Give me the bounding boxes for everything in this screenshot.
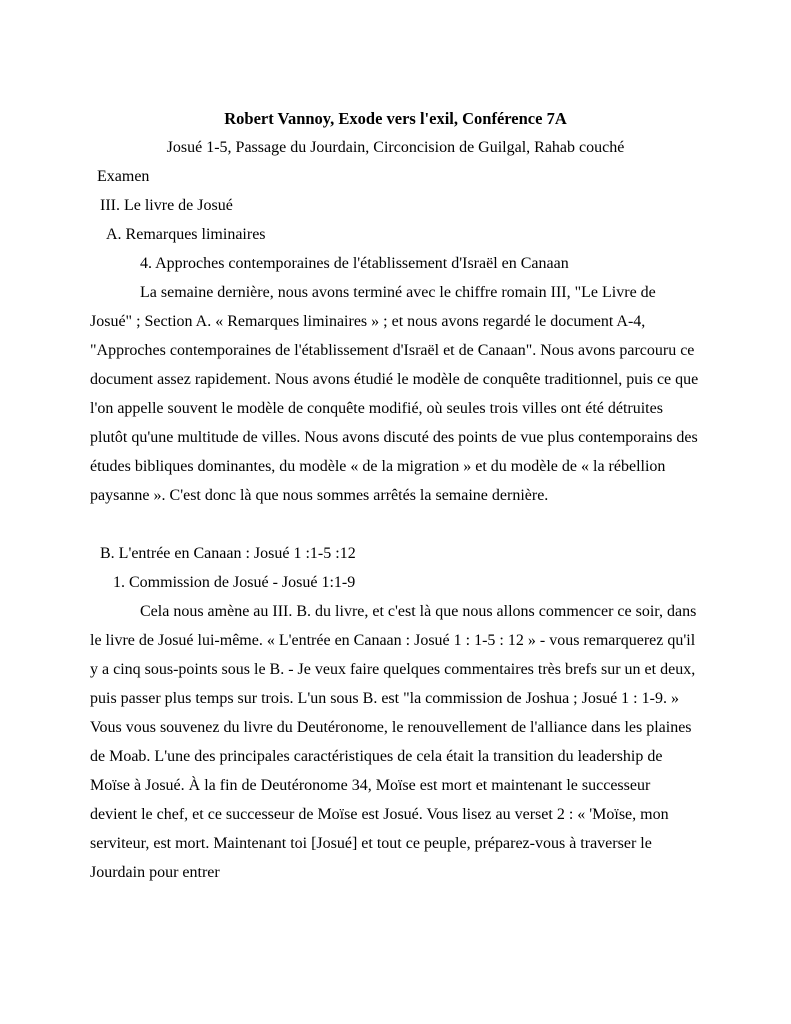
blank-line [90, 510, 701, 539]
outline-item-point-1: 1. Commission de Josué - Josué 1:1-9 [113, 574, 356, 591]
document-title: Robert Vannoy, Exode vers l'exil, Conférence 7A [224, 109, 567, 128]
outline-item-point-4: 4. Approches contemporaines de l'établissement d'Israël en Canaan [140, 255, 569, 272]
paragraph-2: Cela nous amène au III. B. du livre, et c'est là que nous allons commencer ce soir, dans le livre de Josué lui-même. « L'entrée en Canaan : Josué 1 : 1-5 : 12 » - vous remarquerez qu'il y a cinq sous-points sous le B. - Je veux faire quelques commentaires très brefs sur un et deux, puis passer plus temps sur trois. L'un sous B. est "la commission de Joshua ; Josué 1 : 1-9. » Vous vous souvenez du livre du Deutéronome, le renouvellement de l'alliance dans les plaines de Moab. L'une des principales caractéristiques de cela était la transition du leadership de Moïse à Josué. À la fin de Deutéronome 34, Moïse est mort et maintenant le successeur devient le chef, et ce successeur de Moïse est Josué. Vous lisez au verset 2 : « 'Moïse, mon serviteur, est mort. Maintenant toi [Josué] et tout ce peuple, préparez-vous à traverser le Jourdain pour entrer [90, 603, 697, 881]
outline-item-section-a: A. Remarques liminaires [106, 226, 266, 243]
document-subtitle: Josué 1-5, Passage du Jourdain, Circoncision de Guilgal, Rahab couché [166, 139, 625, 156]
outline-item-section-iii: III. Le livre de Josué [100, 197, 233, 214]
paragraph-1: La semaine dernière, nous avons terminé avec le chiffre romain III, "Le Livre de Josué" ; Section A. « Remarques liminaires » ; et nous avons regardé le document A-4, "Approches contemporaines de l'établissement d'Israël et de Canaan". Nous avons parcouru ce document assez rapidement. Nous avons étudié le modèle de conquête traditionnel, puis ce que l'on appelle souvent le modèle de conquête modifié, où seules trois villes ont été détruites plutôt qu'une multitude de villes. Nous avons discuté des points de vue plus contemporains des études bibliques dominantes, du modèle « de la migration » et du modèle de « la rébellion paysanne ». C'est donc là que nous sommes arrêtés la semaine dernière. [90, 284, 699, 504]
outline-item-examen: Examen [97, 168, 150, 185]
outline-item-section-b: B. L'entrée en Canaan : Josué 1 :1-5 :12 [100, 545, 356, 562]
